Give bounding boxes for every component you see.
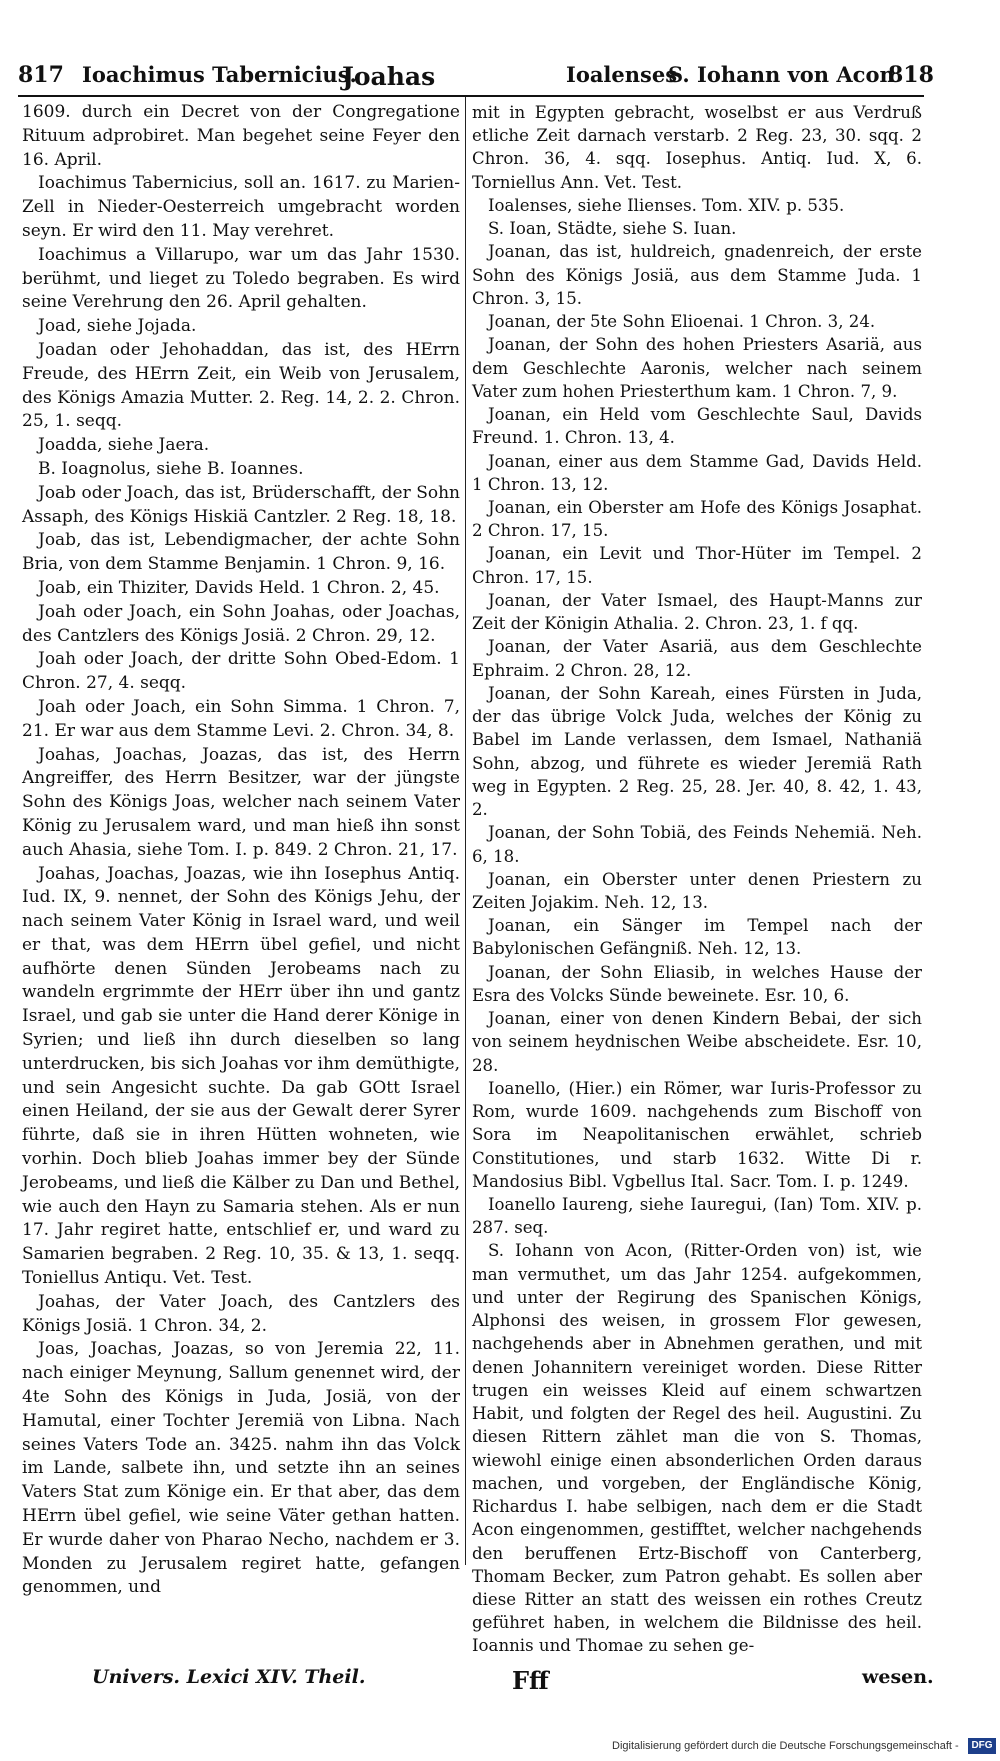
entry-paragraph: Joab oder Joach, das ist, Brüderschafft, der Sohn Assaph, des Königs Hiskiä Cantzler. 2 Reg. 18, 18. xyxy=(22,482,460,527)
footer-volume: Univers. Lexici XIV. Theil. xyxy=(92,1666,366,1688)
entry-paragraph: Joanan, der Sohn Kareah, eines Fürsten in Juda, der das übrige Volck Juda, welches der König zu Babel im Lande verlassen, dem Ismael, Nathaniä Sohn, abzog, und führete es wieder Jeremiä Rath weg in Egypten. 2 Reg. 25, 28. Jer. 40, 8. 42, 1. 43, 2. xyxy=(472,683,922,820)
entry-paragraph: Joanan, ein Held vom Geschlechte Saul, Davids Freund. 1. Chron. 13, 4. xyxy=(472,405,922,448)
entry-paragraph: Joas, Joachas, Joazas, so von Jeremia 22, 11. nach einiger Meynung, Sallum genennet wird, der 4te Sohn des Königs in Juda, Josiä, von der Hamutal, einer Tochter Jeremiä von Libna. Nach seines Vaters Tode an. 3425. nahm ihn das Volck im Lande, salbete ihn, und setzte ihn an seines Vaters Stat zum Könige ein. Er that aber, das dem HErrn übel gefiel, wie seine Väter gethan hatten. Er wurde daher von Pharao Necho, nachdem er 3. Monden zu Jerusalem regiret hatte, gefangen genommen, und xyxy=(22,1339,460,1598)
entry-paragraph: Joanan, ein Oberster am Hofe des Königs Josaphat. 2 Chron. 17, 15. xyxy=(472,497,922,541)
entry-paragraph: Joanan, ein Sänger im Tempel nach der Babylonischen Gefängniß. Neh. 12, 13. xyxy=(472,916,922,959)
entry-paragraph: Joanan, der Sohn Eliasib, in welches Hause der Esra des Volcks Sünde beweinete. Esr. 10, 6. xyxy=(472,962,922,1005)
footer-catchword: wesen. xyxy=(862,1666,934,1688)
page-number-right: 818 xyxy=(888,62,934,88)
entry-paragraph: Joanan, der Vater Asariä, aus dem Geschlechte Ephraim. 2 Chron. 28, 12. xyxy=(472,637,922,680)
page-number-left: 817 xyxy=(18,62,64,88)
header-rule xyxy=(18,95,924,97)
header-right-entry: Ioalenses xyxy=(566,62,678,87)
entry-paragraph: Joanan, das ist, huldreich, gnadenreich, der erste Sohn des Königs Josiä, aus dem Stamme Juda. 1 Chron. 3, 15. xyxy=(472,242,922,308)
footer-signature: Fff xyxy=(512,1666,549,1695)
entry-paragraph: Ioanello, (Hier.) ein Römer, war Iuris-Professor zu Rom, wurde 1609. nachgehends zum Bischoff von Sora im Neapolitanischen erwählet, schrieb Constitutiones, und starb 1632. Witte Di r. Mandosius Bibl. Vgbellus Ital. Sacr. Tom. I. p. 1249. xyxy=(472,1078,922,1191)
entry-paragraph: Joahas, Joachas, Joazas, das ist, des Herrn Angreiffer, des Herrn Besitzer, war der jüngste Sohn des Königs Joas, welcher nach seinem Vater König zu Jerusalem ward, und man hieß ihn sonst auch Ahasia, siehe Tom. I. p. 849. 2 Chron. 21, 17. xyxy=(22,744,460,860)
entry-paragraph: Joanan, der Vater Ismael, des Haupt-Manns zur Zeit der Königin Athalia. 2. Chron. 23, 1. f qq. xyxy=(472,590,922,634)
dfg-logo: DFG xyxy=(968,1738,996,1754)
entry-paragraph: mit in Egypten gebracht, woselbst er aus Verdruß etliche Zeit darnach verstarb. 2 Reg. 23, 30. sqq. 2 Chron. 36, 4. sqq. Iosephus. Antiq. Iud. X, 6. Torniellus Ann. Vet. Test. xyxy=(472,103,922,192)
entry-paragraph: Ioachimus a Villarupo, war um das Jahr 1530. berühmt, und lieget zu Toledo begraben. Es wird seine Verehrung den 26. April gehalten. xyxy=(22,244,460,313)
entry-paragraph: Joanan, ein Oberster unter denen Priestern zu Zeiten Jojakim. Neh. 12, 13. xyxy=(472,869,922,912)
header-left-entry: Ioachimus Tabernicius. xyxy=(82,62,357,87)
entry-paragraph: S. Iohann von Acon, (Ritter-Orden von) ist, wie man vermuthet, um das Jahr 1254. aufgekommen, und unter der Regirung des Spanischen Königs, Alphonsi des weisen, in grossem Flor gewesen, nachgehends aber in Abnehmen gerathen, und mit denen Johannitern vereiniget worden. Diese Ritter trugen ein weisses Kleid auf einem schwartzen Habit, und folgten der Regel des heil. Augustini. Zu diesen Rittern zählet man die von S. Thomas, wiewohl einige einen absonderlichen Orden daraus machen, und vorgeben, der Engländische König, Richardus I. habe selbigen, nach dem er die Stadt Acon eingenommen, gestifftet, welcher nachgehends den beruffenen Ertz-Bischoff von Canterberg, Thomam Becker, zum Patron gehabt. Es sollen aber diese Ritter an statt des weissen ein rothes Creutz geführet haben, in welchem die Bildnisse des heil. Ioannis und Thomae zu sehen ge- xyxy=(472,1241,922,1656)
entry-paragraph: Joah oder Joach, ein Sohn Joahas, oder Joachas, des Cantzlers des Königs Josiä. 2 Chron. 29, 12. xyxy=(22,601,460,646)
entry-paragraph: 1609. durch ein Decret von der Congregatione Rituum adprobiret. Man begehet seine Feyer den 16. April. xyxy=(22,102,460,170)
entry-paragraph: Joanan, einer von denen Kindern Bebai, der sich von seinem heydnischen Weibe abscheidete. Esr. 10, 28. xyxy=(472,1009,922,1075)
left-column xyxy=(22,101,460,1600)
entry-paragraph: S. Ioan, Städte, siehe S. Iuan. xyxy=(488,219,737,239)
entry-paragraph: Joanan, der Sohn des hohen Priesters Asariä, aus dem Geschlechte Aaronis, welcher nach seinem Vater zum hohen Priesterthum kam. 1 Chron. 7, 9. xyxy=(472,335,922,401)
header-right-catchword: S. Iohann von Acon xyxy=(668,62,895,87)
column-divider xyxy=(465,97,466,1565)
entry-paragraph: Joah oder Joach, der dritte Sohn Obed-Edom. 1 Chron. 27, 4. seqq. xyxy=(22,649,460,694)
entry-paragraph: Ioalenses, siehe Ilienses. Tom. XIV. p. 535. xyxy=(488,195,845,215)
entry-paragraph: Joanan, ein Levit und Thor-Hüter im Tempel. 2 Chron. 17, 15. xyxy=(472,544,922,587)
entry-paragraph: Ioachimus Tabernicius, soll an. 1617. zu Marien-Zell in Nieder-Oesterreich umgebracht worden seyn. Er wird den 11. May verehret. xyxy=(22,173,460,241)
entry-paragraph: Joahas, der Vater Joach, des Cantzlers des Königs Josiä. 1 Chron. 34, 2. xyxy=(22,1291,460,1336)
entry-paragraph: Joab, das ist, Lebendigmacher, der achte Sohn Bria, von dem Stamme Benjamin. 1 Chron. 9, 16. xyxy=(22,530,460,575)
entry-paragraph: Joad, siehe Jojada. xyxy=(38,316,197,337)
entry-paragraph: B. Ioagnolus, siehe B. Ioannes. xyxy=(38,458,304,479)
right-column xyxy=(472,101,922,1658)
entry-paragraph: Ioanello Iaureng, siehe Iauregui, (Ian) Tom. XIV. p. 287. seq. xyxy=(472,1195,922,1238)
digitization-note: Digitalisierung gefördert durch die Deutsche Forschungsgemeinschaft - xyxy=(612,1740,959,1752)
entry-paragraph: Joadda, siehe Jaera. xyxy=(38,435,210,456)
entry-paragraph: Joanan, einer aus dem Stamme Gad, Davids Held. 1 Chron. 13, 12. xyxy=(472,451,922,494)
entry-paragraph: Joanan, der Sohn Tobiä, des Feinds Nehemiä. Neh. 6, 18. xyxy=(472,823,922,866)
entry-paragraph: Joadan oder Jehohaddan, das ist, des HErrn Freude, des HErrn Zeit, ein Weib von Jerusalem, des Königs Amazia Mutter. 2. Reg. 14, 2. 2. Chron. 25, 1. seqq. xyxy=(22,339,460,432)
entry-paragraph: Joahas, Joachas, Joazas, wie ihn Iosephus Antiq. Iud. IX, 9. nennet, der Sohn des Königs Jehu, der nach seinem Vater König in Israel ward, und weil er that, was dem HErrn übel gefiel, und nicht aufhörte denen Sünden Jerobeams nach zu wandeln ergrimmte der HErr über ihn und gantz Israel, und gab sie unter die Hand derer Könige in Syrien; und ließ ihn durch dieselben so lang unterdrucken, bis sich Joahas vor ihm demüthigte, und sein Angesicht suchte. Da gab GOtt Israel einen Heiland, der sie aus der Gewalt derer Syrer führte, daß sie in ihren Hütten wohneten, wie vorhin. Doch blieb Joahas immer bey der Sünde Jerobeams, und ließ die Kälber zu Dan und Bethel, wie auch den Hayn zu Samaria stehen. Als er nun 17. Jahr regiret hatte, entschlief er, und ward zu Samarien begraben. 2 Reg. 10, 35. & 13, 1. seqq. Toniellus Antiqu. Vet. Test. xyxy=(22,863,460,1289)
entry-paragraph: Joanan, der 5te Sohn Elioenai. 1 Chron. 3, 24. xyxy=(488,312,876,332)
entry-paragraph: Joah oder Joach, ein Sohn Simma. 1 Chron. 7, 21. Er war aus dem Stamme Levi. 2. Chron. 34, 8. xyxy=(22,696,460,741)
header-left-catchword: Joahas xyxy=(342,62,436,91)
entry-paragraph: Joab, ein Thiziter, Davids Held. 1 Chron. 2, 45. xyxy=(38,577,440,598)
